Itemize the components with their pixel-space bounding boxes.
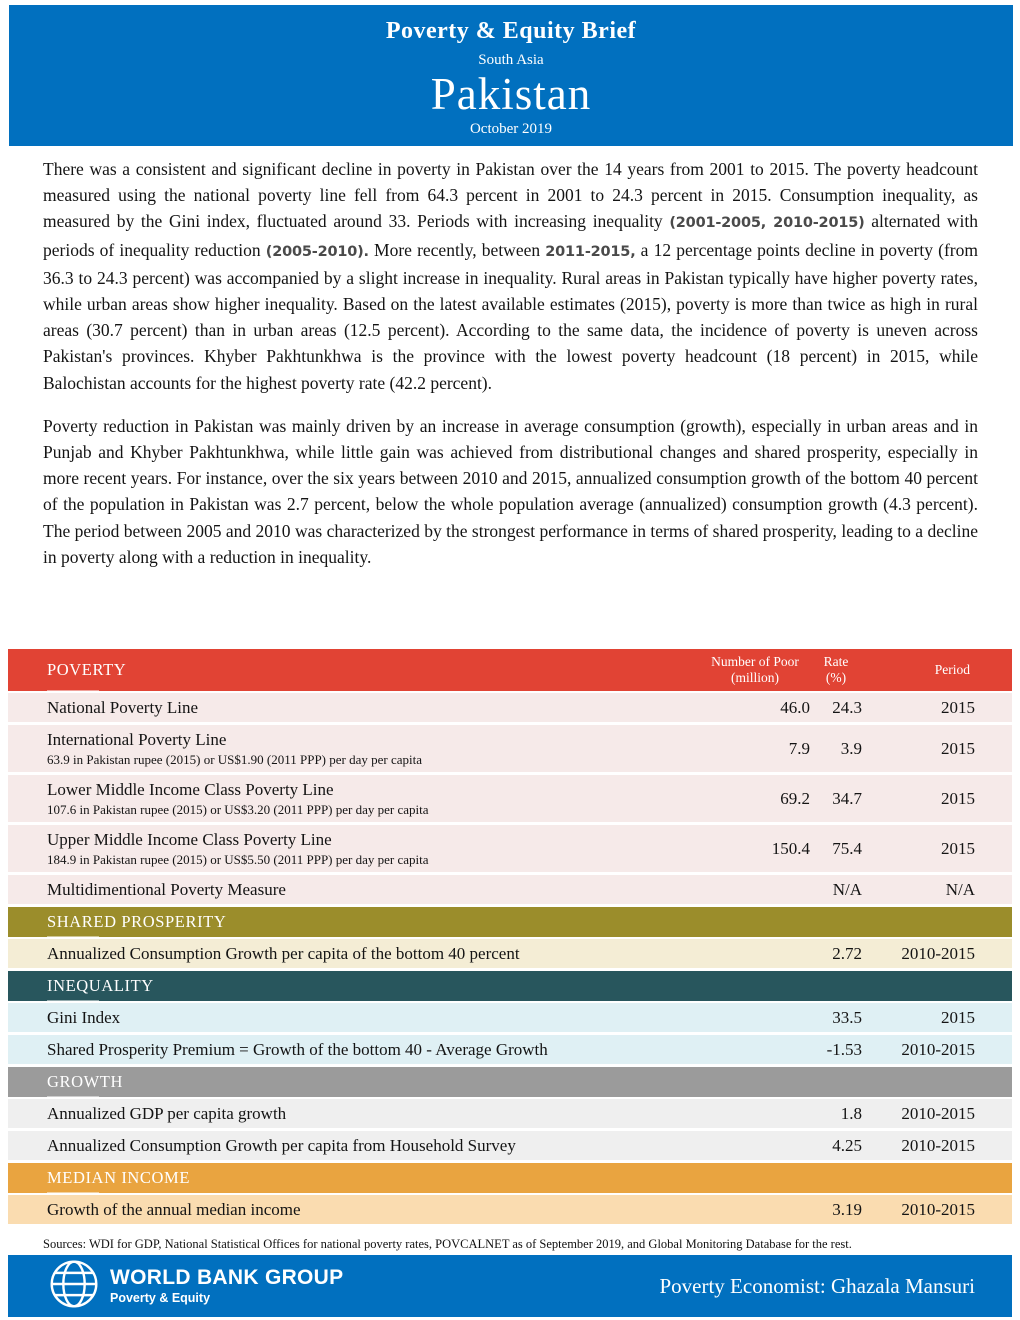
poverty-economist: Poverty Economist: Ghazala Mansuri xyxy=(659,1273,975,1298)
footer-banner xyxy=(8,1255,1012,1317)
section-title: INEQUALITY xyxy=(47,976,154,995)
column-header-line: Rate xyxy=(823,654,849,669)
world-bank-logo-text xyxy=(110,1267,343,1305)
table-row xyxy=(8,1131,1012,1163)
section-header-inequality xyxy=(8,971,1012,1003)
column-header-line: (%) xyxy=(825,670,847,685)
section-title: SHARED PROSPERITY xyxy=(47,912,227,931)
row-label-block xyxy=(47,880,700,900)
row-label-block xyxy=(47,780,700,818)
row-label: Upper Middle Income Class Poverty Line xyxy=(47,829,332,849)
table-row xyxy=(8,775,1012,825)
cell-rate: -1.53 xyxy=(826,1039,862,1059)
cell-period: 2010-2015 xyxy=(901,1039,975,1059)
text-segment: a 12 percentage points decline in poverty (from 36.3 to 24.3 percent) was accompanied by a slight increase in inequality. Rural areas in Pakistan typically have higher poverty rates, while urban areas show higher inequality. Based on the latest available estimates (2015), poverty is more than twice as high in rural areas (30.7 percent) than in urban areas (12.5 percent). According to the same data, the incidence of poverty is uneven across Pakistan's provinces. Khyber Pakhtunkhwa is the province with the lowest poverty headcount (18 percent) in 2015, while Balochistan accounts for the highest poverty rate (42.2 percent). xyxy=(43,239,978,393)
row-sublabel: 107.6 in Pakistan rupee (2015) or US$3.20 (2011 PPP) per day per capita xyxy=(47,801,429,817)
world-bank-logo xyxy=(48,1258,343,1315)
cell-rate: 1.8 xyxy=(840,1103,862,1123)
cell-number-of-poor: 46.0 xyxy=(780,697,810,717)
intro-paragraph xyxy=(43,413,978,570)
section-header-poverty xyxy=(8,649,1012,693)
row-label-block xyxy=(47,1008,700,1028)
text-segment: 2011-2015, xyxy=(545,243,636,260)
row-label: Lower Middle Income Class Poverty Line xyxy=(47,779,334,799)
section-title: GROWTH xyxy=(47,1072,124,1091)
cell-period: 2015 xyxy=(941,1007,975,1027)
row-label: International Poverty Line xyxy=(47,729,227,749)
row-label-block xyxy=(47,1136,700,1156)
cell-rate: 2.72 xyxy=(832,943,862,963)
cell-period: 2010-2015 xyxy=(901,1135,975,1155)
column-header-period: Period xyxy=(934,662,970,677)
cell-period: 2015 xyxy=(941,697,975,717)
cell-rate: 33.5 xyxy=(832,1007,862,1027)
section-title: POVERTY xyxy=(47,660,127,679)
row-label-block xyxy=(47,698,700,718)
text-segment: Poverty reduction in Pakistan was mainly driven by an increase in average consumption (growth), especially in urban areas and in Punjab and Khyber Pakhtunkhwa, while little gain was achieved from distributional changes and shared prosperity, especially in more recent years. For instance, over the six years between 2010 and 2015, annualized consumption growth of the bottom 40 percent of the population in Pakistan was 2.7 percent, below the whole population average (annualized) consumption growth (4.3 percent). The period between 2005 and 2010 was characterized by the strongest performance in terms of shared prosperity, leading to a decline in poverty along with a reduction in inequality. xyxy=(43,415,978,567)
text-segment: (2001-2005, 2010-2015) xyxy=(669,215,865,232)
cell-rate: 3.9 xyxy=(840,738,862,758)
column-header-number-of-poor xyxy=(700,654,810,686)
cell-rate: 34.7 xyxy=(832,788,862,808)
row-label-block xyxy=(47,830,700,868)
indicators-table xyxy=(8,649,1012,1227)
column-header-rate xyxy=(810,654,862,686)
row-label: Annualized Consumption Growth per capita from Household Survey xyxy=(47,1135,516,1155)
cell-period: 2010-2015 xyxy=(901,1199,975,1219)
poverty-equity-label: Poverty & Equity xyxy=(110,1291,211,1306)
cell-number-of-poor: 150.4 xyxy=(771,838,810,858)
row-label: Annualized Consumption Growth per capita of the bottom 40 percent xyxy=(47,943,520,963)
intro-paragraph xyxy=(43,156,978,396)
row-label-block xyxy=(47,1040,700,1060)
row-label: National Poverty Line xyxy=(47,697,199,717)
cell-period: 2015 xyxy=(941,838,975,858)
section-title: MEDIAN INCOME xyxy=(47,1168,190,1187)
text-segment: More recently, between xyxy=(368,239,546,260)
row-label-block xyxy=(47,1200,700,1220)
world-bank-globe-icon xyxy=(48,1258,100,1315)
table-row xyxy=(8,939,1012,971)
cell-rate: N/A xyxy=(832,879,862,899)
table-row xyxy=(8,693,1012,725)
table-row xyxy=(8,1195,1012,1227)
table-row xyxy=(8,875,1012,907)
cell-period: 2015 xyxy=(941,738,975,758)
table-row xyxy=(8,1099,1012,1131)
section-header-median-income xyxy=(8,1163,1012,1195)
cell-period: 2015 xyxy=(941,788,975,808)
brief-title: Poverty & Equity Brief xyxy=(385,18,637,44)
region-subtitle: South Asia xyxy=(478,52,544,68)
text-segment: There was a consistent and significant decline in poverty in Pakistan over the 14 years from 2001 to 2015. The poverty headcount measured using the national poverty line fell from 64.3 percent in 2001 to 24.3 percent in 2015. Consumption inequality, as measured by the Gini index, fluctuated around 33. Periods with increasing inequality xyxy=(43,159,978,232)
row-label-block xyxy=(47,1104,700,1124)
row-label-block xyxy=(47,944,700,964)
cell-rate: 4.25 xyxy=(832,1135,862,1155)
cell-period: 2010-2015 xyxy=(901,1103,975,1123)
world-bank-org-name: WORLD BANK GROUP xyxy=(110,1266,344,1290)
row-label: Shared Prosperity Premium = Growth of the bottom 40 - Average Growth xyxy=(47,1039,548,1059)
row-label: Growth of the annual median income xyxy=(47,1199,301,1219)
country-title: Pakistan xyxy=(430,69,592,119)
cell-rate: 24.3 xyxy=(832,697,862,717)
table-row xyxy=(8,725,1012,775)
section-header-shared-prosperity xyxy=(8,907,1012,939)
row-label: Gini Index xyxy=(47,1007,121,1027)
header-banner xyxy=(9,5,1013,146)
cell-number-of-poor: 69.2 xyxy=(780,788,810,808)
cell-rate: 3.19 xyxy=(832,1199,862,1219)
table-row xyxy=(8,1035,1012,1067)
table-row xyxy=(8,825,1012,875)
text-segment: alternated with periods of inequality reduction xyxy=(43,211,978,260)
cell-number-of-poor: 7.9 xyxy=(788,738,810,758)
row-label: Multidimentional Poverty Measure xyxy=(47,879,286,899)
section-header-growth xyxy=(8,1067,1012,1099)
column-header-line: (million) xyxy=(731,670,779,685)
cell-rate: 75.4 xyxy=(832,838,862,858)
row-sublabel: 63.9 in Pakistan rupee (2015) or US$1.90 (2011 PPP) per day per capita xyxy=(47,751,423,767)
cell-period: 2010-2015 xyxy=(901,943,975,963)
row-label: Annualized GDP per capita growth xyxy=(47,1103,287,1123)
column-header-line: Number of Poor xyxy=(711,654,799,669)
intro-text xyxy=(43,156,978,570)
table-row xyxy=(8,1003,1012,1035)
row-label-block xyxy=(47,730,700,768)
row-sublabel: 184.9 in Pakistan rupee (2015) or US$5.50 (2011 PPP) per day per capita xyxy=(47,851,429,867)
publication-date: October 2019 xyxy=(469,121,553,137)
sources-note: Sources: WDI for GDP, National Statistical Offices for national poverty rates, POVCALNET as of September 2019, and Global Monitoring Database for the rest. xyxy=(43,1237,852,1251)
cell-period: N/A xyxy=(945,879,975,899)
text-segment: (2005-2010). xyxy=(265,243,369,260)
